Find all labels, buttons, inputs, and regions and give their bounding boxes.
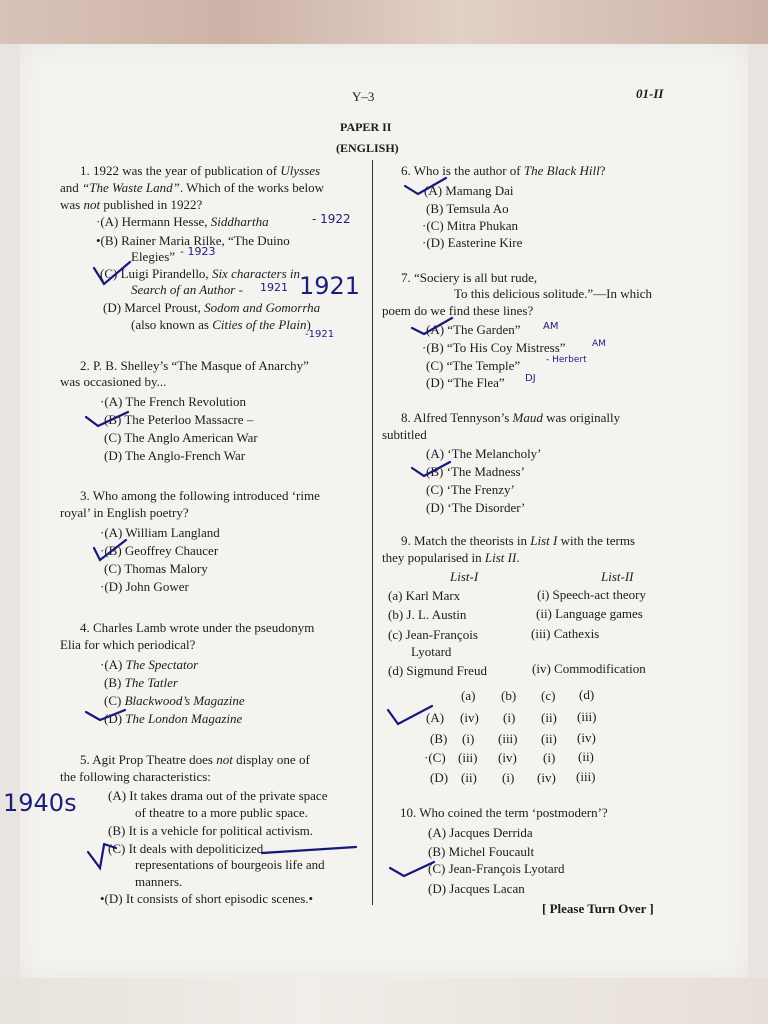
q9-option-b-v3: (ii) xyxy=(541,731,557,746)
underline-depoliticized xyxy=(262,847,356,853)
tick-q10 xyxy=(390,862,434,876)
q7-option-a: (A) “The Garden” xyxy=(426,322,521,337)
q10-option-d: (D) Jacques Lacan xyxy=(428,881,525,896)
q1-option-c-cont: Search of an Author - xyxy=(131,282,243,297)
q1-option-b-cont: Elegies” xyxy=(131,249,176,264)
q2-option-b: (B) The Peterloo Massacre – xyxy=(104,412,254,427)
tick-q3 xyxy=(94,540,126,560)
q9-option-c-v4: (ii) xyxy=(578,749,594,764)
tick-q4 xyxy=(86,710,125,720)
note-herbert: - Herbert xyxy=(546,355,587,365)
q9-list1-c-cont: Lyotard xyxy=(411,644,452,659)
q9-col-a: (a) xyxy=(461,688,476,703)
q2-line2: was occasioned by... xyxy=(60,374,167,389)
q4-option-b: (B) The Tatler xyxy=(104,675,178,690)
tick-q8 xyxy=(412,462,450,476)
q7-option-b: ·(B) “To His Coy Mistress” xyxy=(422,340,566,355)
tick-q9 xyxy=(388,706,432,724)
q9-option-d-v1: (ii) xyxy=(461,770,477,785)
q7-option-d: (D) “The Flea” xyxy=(426,375,505,390)
q9-list2-iii: (iii) Cathexis xyxy=(531,626,600,641)
note-1940s: 1940s xyxy=(3,789,77,817)
q9-list1-b: (b) J. L. Austin xyxy=(388,607,467,622)
q5-line2: the following characteristics: xyxy=(60,769,211,784)
q9-option-a-v2: (i) xyxy=(503,710,516,725)
strike-it xyxy=(104,844,116,848)
q4-option-c: (C) Blackwood’s Magazine xyxy=(104,693,245,708)
q9-line2: they popularised in List II. xyxy=(382,550,520,565)
q5-option-a-cont: of theatre to a more public space. xyxy=(135,805,308,820)
q4-line1: 4. Charles Lamb wrote under the pseudonym xyxy=(80,620,315,635)
q3-line1: 3. Who among the following introduced ‘rime xyxy=(80,488,320,503)
q9-option-c-v3: (i) xyxy=(543,750,556,765)
q3-option-a: ·(A) William Langland xyxy=(100,525,220,540)
q10-option-b: (B) Michel Foucault xyxy=(428,844,535,859)
q1-option-d-cont: (also known as Cities of the Plain) xyxy=(131,317,311,332)
q9-option-c-v2: (iv) xyxy=(498,750,517,765)
tick-q5 xyxy=(88,845,104,868)
q9-option-b-v4: (iv) xyxy=(577,730,596,745)
note-1922: - 1922 xyxy=(312,212,351,226)
footer-turn-over: [ Please Turn Over ] xyxy=(542,901,654,916)
note-dj: DJ xyxy=(525,373,536,384)
q3-option-d: ·(D) John Gower xyxy=(100,579,189,594)
tick-q1 xyxy=(94,262,130,284)
q9-list2-i: (i) Speech-act theory xyxy=(537,587,647,602)
q5-option-c-cont2: manners. xyxy=(135,874,183,889)
q7-option-c: (C) “The Temple” xyxy=(426,358,521,373)
q9-list1-a: (a) Karl Marx xyxy=(388,588,461,603)
paper-code: 01-II xyxy=(636,86,664,101)
q9-col-d: (d) xyxy=(579,687,595,702)
q9-list1-d: (d) Sigmund Freud xyxy=(388,663,487,678)
q9-option-d-label: (D) xyxy=(430,770,449,785)
q3-option-c: (C) Thomas Malory xyxy=(104,561,208,576)
q10-option-a: (A) Jacques Derrida xyxy=(428,825,533,840)
q9-option-c-v1: (iii) xyxy=(458,750,478,765)
q9-option-a-v1: (iv) xyxy=(460,710,479,725)
q1-line3: was not published in 1922? xyxy=(60,197,203,212)
subject-title: (ENGLISH) xyxy=(336,141,399,155)
q1-line1: 1. 1922 was the year of publication of Ulysses xyxy=(80,163,321,178)
q8-line2: subtitled xyxy=(382,427,427,442)
q9-option-b-label: (B) xyxy=(430,731,448,746)
q8-option-d: (D) ‘The Disorder’ xyxy=(426,500,526,515)
q7-line3: poem do we find these lines? xyxy=(382,303,534,318)
q5-option-d: •(D) It consists of short episodic scenes.• xyxy=(100,891,314,906)
q5-option-a: (A) It takes drama out of the private space xyxy=(108,788,328,803)
q6-option-d: ·(D) Easterine Kire xyxy=(422,235,523,250)
q2-option-c: (C) The Anglo American War xyxy=(104,430,258,445)
q2-line1: 2. P. B. Shelley’s “The Masque of Anarchy” xyxy=(80,358,309,373)
q9-option-a-v4: (iii) xyxy=(577,709,597,724)
q9-option-d-v3: (iv) xyxy=(537,770,556,785)
tick-q2 xyxy=(86,412,128,426)
page-code: Y–3 xyxy=(352,89,375,104)
q1-option-c: (C) Luigi Pirandello, Six characters in xyxy=(100,266,301,281)
q9-option-b-v2: (iii) xyxy=(498,731,518,746)
q9-option-a-v3: (ii) xyxy=(541,710,557,725)
q9-list2-iv: (iv) Commodification xyxy=(532,661,646,676)
tick-q7 xyxy=(412,318,452,334)
q8-line1: 8. Alfred Tennyson’s Maud was originally xyxy=(401,410,621,425)
note-1921-large: 1921 xyxy=(299,272,361,300)
q9-option-b-v1: (i) xyxy=(462,731,475,746)
q4-line2: Elia for which periodical? xyxy=(60,637,196,652)
q8-option-c: (C) ‘The Frenzy’ xyxy=(426,482,515,497)
q1-line2: and “The Waste Land”. Which of the works below xyxy=(60,180,324,195)
note-1923: - 1923 xyxy=(180,245,216,258)
q9-list1-heading: List-I xyxy=(450,569,479,584)
q2-option-d: (D) The Anglo-French War xyxy=(104,448,246,463)
q5-option-b: (B) It is a vehicle for political activism. xyxy=(108,823,314,838)
tick-q6 xyxy=(405,178,446,194)
q6-line1: 6. Who is the author of The Black Hill? xyxy=(401,163,606,178)
q6-option-a: (A) Mamang Dai xyxy=(424,183,514,198)
q9-col-b: (b) xyxy=(501,688,517,703)
q10-line1: 10. Who coined the term ‘postmodern’? xyxy=(400,805,608,820)
q3-option-b: ·(B) Geoffrey Chaucer xyxy=(100,543,219,558)
q1-option-a: ·(A) Hermann Hesse, Siddhartha xyxy=(96,214,269,229)
note-am-mistress: AM xyxy=(592,339,606,349)
q7-line1: 7. “Sociery is all but rude, xyxy=(401,270,538,285)
q5-line1: 5. Agit Prop Theatre does not display one of xyxy=(80,752,310,767)
q9-option-d-v2: (i) xyxy=(502,770,515,785)
q6-option-b: (B) Temsula Ao xyxy=(426,201,509,216)
q4-option-d: (D) The London Magazine xyxy=(104,711,243,726)
note-am-garden: AM xyxy=(543,321,559,332)
q6-option-c: ·(C) Mitra Phukan xyxy=(422,218,519,233)
q7-line2: To this delicious solitude.”—In which xyxy=(454,286,653,301)
q9-col-c: (c) xyxy=(541,688,556,703)
paper-title: PAPER II xyxy=(340,120,392,134)
q9-list1-c: (c) Jean-François xyxy=(388,627,478,642)
note-1921-small: 1921 xyxy=(260,281,288,294)
q1-option-d: (D) Marcel Proust, Sodom and Gomorrha xyxy=(103,300,321,315)
q9-option-d-v4: (iii) xyxy=(576,769,596,784)
note-1921-d: -1921 xyxy=(305,329,335,340)
q10-option-c: (C) Jean-François Lyotard xyxy=(428,861,565,876)
q4-option-a: ·(A) The Spectator xyxy=(100,657,199,672)
q9-list2-ii: (ii) Language games xyxy=(536,606,643,621)
q1-option-b: •(B) Rainer Maria Rilke, “The Duino xyxy=(96,233,290,248)
q9-list2-heading: List-II xyxy=(601,569,634,584)
q8-option-a: (A) ‘The Melancholy’ xyxy=(426,446,542,461)
q3-line2: royal’ in English poetry? xyxy=(60,505,189,520)
q9-option-a-label: (A) xyxy=(426,710,445,725)
q9-option-c-label: ·(C) xyxy=(424,750,446,765)
q9-line1: 9. Match the theorists in List I with the terms xyxy=(401,533,635,548)
q5-option-c: (C) It deals with depoliticized xyxy=(108,841,264,856)
q8-option-b: (B) ‘The Madness’ xyxy=(426,464,525,479)
q5-option-c-cont1: representations of bourgeois life and xyxy=(135,857,325,872)
q2-option-a: ·(A) The French Revolution xyxy=(100,394,246,409)
